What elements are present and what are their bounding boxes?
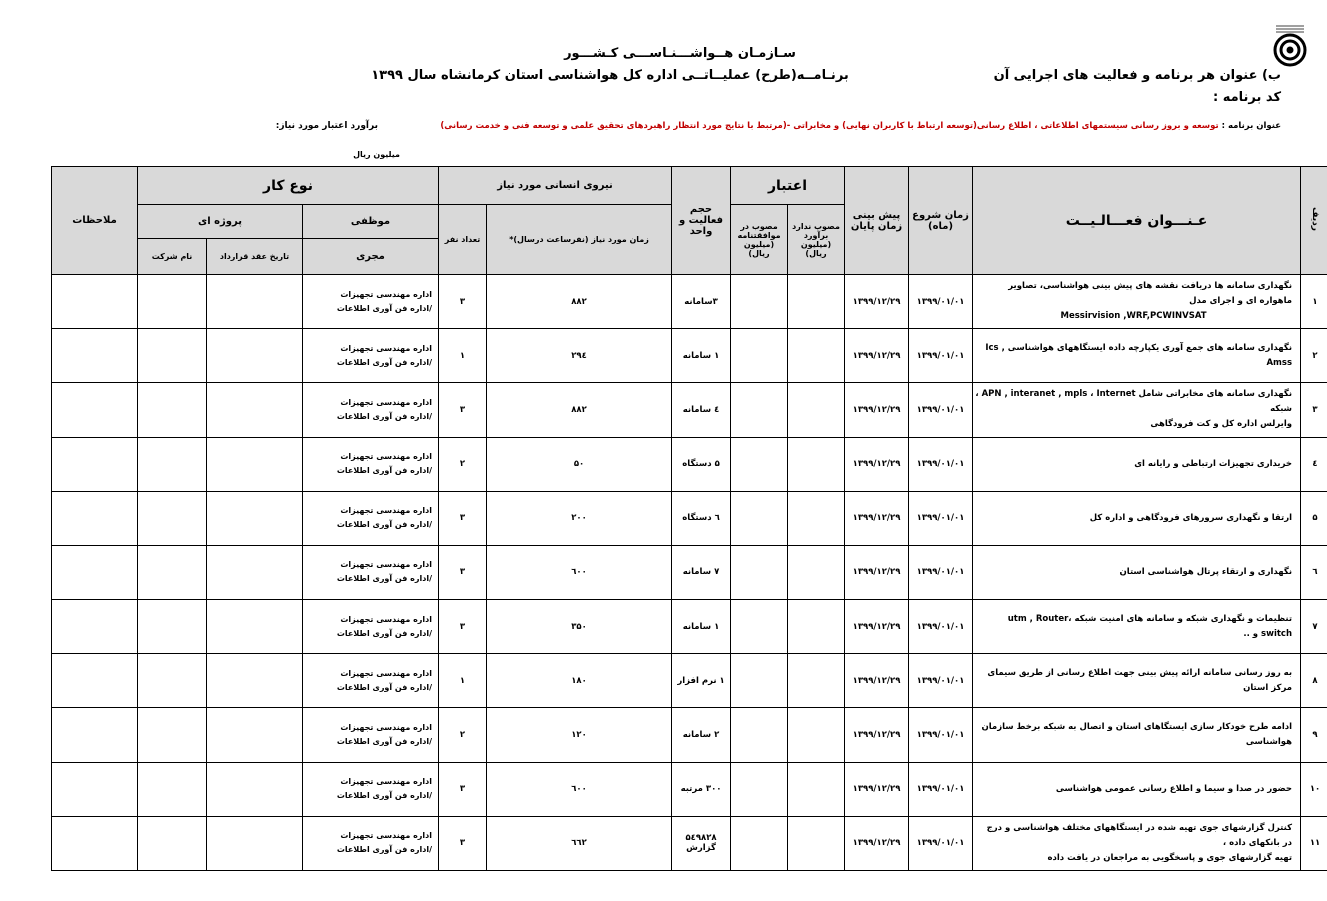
row-number: ۸ <box>1301 654 1327 708</box>
col-manpower-header: نیروی انسانی مورد نیاز <box>439 167 672 205</box>
activity-title-line1: نگهداری و ارتقاء پرتال هواشناسی استان <box>1119 566 1293 577</box>
col-volume-header: حجم فعالیت و واحد <box>672 167 731 275</box>
company-cell <box>138 491 207 545</box>
implementer-cell <box>303 383 439 437</box>
activity-title <box>973 708 1301 762</box>
end-date: ۱۳۹۹/۱۲/۲۹ <box>845 491 909 545</box>
table-row <box>52 816 1327 870</box>
credit-approved-cell <box>731 491 788 545</box>
activity-title-line1: کنترل گزارشهای جوی تهیه شده در ایستگاههای مختلف هواشناسی و درج در بانکهای داده ، <box>986 822 1293 848</box>
notes-cell <box>52 708 138 762</box>
implementer-line1: اداره مهندسی تجهیزات <box>340 777 432 787</box>
implementer-line2: /اداره فن آوری اطلاعات <box>336 303 432 313</box>
start-date: ۱۳۹۹/۰۱/۰۱ <box>909 708 973 762</box>
contract-date-cell <box>207 545 303 599</box>
volume-cell: ۲ سامانه <box>672 708 731 762</box>
end-date: ۱۳۹۹/۱۲/۲۹ <box>845 383 909 437</box>
credit-no-approval-cell <box>788 654 845 708</box>
credit-no-approval-cell <box>788 437 845 491</box>
activity-title <box>973 275 1301 329</box>
row-number: ۵ <box>1301 491 1327 545</box>
credit-approved-cell <box>731 600 788 654</box>
table-row <box>52 708 1327 762</box>
credit-approved-cell <box>731 545 788 599</box>
volume-cell: ۳سامانه <box>672 275 731 329</box>
activity-title-line1: به روز رسانی سامانه ارائه پیش بینی جهت اطلاع رسانی از طریق سیمای مرکز استان <box>987 667 1293 693</box>
organization-title: سـازمـان هــواشـــنـاســـی کـشـــور <box>564 46 796 61</box>
notes-cell <box>52 545 138 599</box>
implementer-cell <box>303 816 439 870</box>
hours-cell: ٦۰۰ <box>487 545 672 599</box>
implementer-cell <box>303 437 439 491</box>
contract-date-cell <box>207 275 303 329</box>
organization-logo <box>1270 22 1310 68</box>
start-date: ۱۳۹۹/۰۱/۰۱ <box>909 762 973 816</box>
start-date: ۱۳۹۹/۰۱/۰۱ <box>909 275 973 329</box>
end-date: ۱۳۹۹/۱۲/۲۹ <box>845 275 909 329</box>
notes-cell <box>52 275 138 329</box>
credit-no-approval-cell <box>788 762 845 816</box>
volume-cell: ۵٤۹۸۲۸ گزارش <box>672 816 731 870</box>
implementer-line2: /اداره فن آوری اطلاعات <box>336 574 432 584</box>
persons-cell: ۳ <box>439 545 487 599</box>
notes-cell <box>52 329 138 383</box>
credit-estimate-label: برآورد اعتبار مورد نیاز: <box>275 121 378 131</box>
implementer-cell <box>303 762 439 816</box>
volume-cell: ۳۰۰ مرتبه <box>672 762 731 816</box>
implementer-line2: /اداره فن آوری اطلاعات <box>336 845 432 855</box>
start-date: ۱۳۹۹/۰۱/۰۱ <box>909 600 973 654</box>
col-notes-header: ملاحظات <box>52 167 138 275</box>
notes-cell <box>52 437 138 491</box>
col-project-header: پروژه ای <box>138 205 303 239</box>
col-credit-header: اعتبار <box>731 167 845 205</box>
activities-table-body <box>52 275 1327 871</box>
table-row <box>52 275 1327 329</box>
company-cell <box>138 437 207 491</box>
activity-title <box>973 654 1301 708</box>
activity-title-line2: وایرلس اداره کل و کت فرودگاهی <box>1150 419 1293 430</box>
company-cell <box>138 762 207 816</box>
implementer-cell <box>303 275 439 329</box>
credit-approved-cell <box>731 329 788 383</box>
table-row <box>52 329 1327 383</box>
credit-approved-cell <box>731 275 788 329</box>
end-date: ۱۳۹۹/۱۲/۲۹ <box>845 816 909 870</box>
section-b-heading: ب) عنوان هر برنامه و فعالیت های اجرایی آن <box>993 68 1281 83</box>
volume-cell: ۵ دستگاه <box>672 437 731 491</box>
notes-cell <box>52 491 138 545</box>
col-contract-date-header: تاریخ عقد قرارداد <box>207 239 303 275</box>
program-title-text: توسعه و بروز رسانی سیستمهای اطلاعاتی ، اطلاع رسانی(توسعه ارتباط با کاربران نهایی) و مخابراتی -(مرتبط با نتایج مورد انتظار راهبردهای تحقیق علمی و توسعه فنی و خدمت رسانی) <box>440 121 1219 131</box>
row-number: ۷ <box>1301 600 1327 654</box>
implementer-line1: اداره مهندسی تجهیزات <box>340 452 432 462</box>
implementer-line1: اداره مهندسی تجهیزات <box>340 614 432 624</box>
activity-title-line1: خریداری تجهیزات ارتباطی و رایانه ای <box>1134 458 1293 469</box>
start-date: ۱۳۹۹/۰۱/۰۱ <box>909 329 973 383</box>
implementer-line1: اداره مهندسی تجهیزات <box>340 831 432 841</box>
implementer-cell <box>303 600 439 654</box>
contract-date-cell <box>207 708 303 762</box>
implementer-line2: /اداره فن آوری اطلاعات <box>336 736 432 746</box>
notes-cell <box>52 762 138 816</box>
col-row-header-label: ردیف <box>1310 207 1321 231</box>
volume-cell: ٤ سامانه <box>672 383 731 437</box>
activity-title <box>973 437 1301 491</box>
activity-title-line1: ارتقا و نگهداری سرورهای فرودگاهی و اداره کل <box>1089 512 1293 523</box>
activity-title-line2: Messirvision ,WRF,PCWINVSAT <box>1060 311 1207 322</box>
credit-approved-cell <box>731 437 788 491</box>
notes-cell <box>52 383 138 437</box>
end-date: ۱۳۹۹/۱۲/۲۹ <box>845 654 909 708</box>
persons-cell: ۳ <box>439 762 487 816</box>
hours-cell: ۱۸۰ <box>487 654 672 708</box>
table-row <box>52 600 1327 654</box>
credit-approved-cell <box>731 383 788 437</box>
persons-cell: ۳ <box>439 816 487 870</box>
persons-cell: ۳ <box>439 600 487 654</box>
persons-cell: ۳ <box>439 383 487 437</box>
company-cell <box>138 654 207 708</box>
start-date: ۱۳۹۹/۰۱/۰۱ <box>909 545 973 599</box>
unit-label: میلیون ریال <box>353 150 400 159</box>
start-date: ۱۳۹۹/۰۱/۰۱ <box>909 816 973 870</box>
col-hours-header: زمان مورد نیاز (نفرساعت درسال)* <box>487 205 672 275</box>
implementer-line2: /اداره فن آوری اطلاعات <box>336 466 432 476</box>
row-number: ۱ <box>1301 275 1327 329</box>
hours-cell: ۲۰۰ <box>487 491 672 545</box>
implementer-line2: /اداره فن آوری اطلاعات <box>336 791 432 801</box>
table-row <box>52 437 1327 491</box>
hours-cell: ٦٦۲ <box>487 816 672 870</box>
implementer-line1: اداره مهندسی تجهیزات <box>340 343 432 353</box>
persons-cell: ۱ <box>439 329 487 383</box>
contract-date-cell <box>207 491 303 545</box>
implementer-line1: اداره مهندسی تجهیزات <box>340 560 432 570</box>
activity-title-line1: نگهداری سامانه های جمع آوری یکپارچه داده ایستگاههای هواشناسی Ics , Amss <box>985 342 1293 368</box>
credit-no-approval-cell <box>788 383 845 437</box>
row-number: ٦ <box>1301 545 1327 599</box>
activity-title <box>973 329 1301 383</box>
company-cell <box>138 816 207 870</box>
row-number: ٤ <box>1301 437 1327 491</box>
company-cell <box>138 329 207 383</box>
implementer-line1: اداره مهندسی تجهیزات <box>340 289 432 299</box>
volume-cell: ۷ سامانه <box>672 545 731 599</box>
credit-approved-cell <box>731 654 788 708</box>
persons-cell: ۲ <box>439 437 487 491</box>
hours-cell: ۳۵۰ <box>487 600 672 654</box>
credit-no-approval-cell <box>788 491 845 545</box>
start-date: ۱۳۹۹/۰۱/۰۱ <box>909 491 973 545</box>
company-cell <box>138 275 207 329</box>
activity-title <box>973 816 1301 870</box>
activity-title <box>973 600 1301 654</box>
activity-title <box>973 545 1301 599</box>
end-date: ۱۳۹۹/۱۲/۲۹ <box>845 437 909 491</box>
end-date: ۱۳۹۹/۱۲/۲۹ <box>845 329 909 383</box>
credit-no-approval-cell <box>788 275 845 329</box>
notes-cell <box>52 654 138 708</box>
notes-cell <box>52 600 138 654</box>
col-activity-header: عـنـــوان فعـــالـیــت <box>973 167 1301 275</box>
activities-table <box>51 166 1327 871</box>
end-date: ۱۳۹۹/۱۲/۲۹ <box>845 545 909 599</box>
activity-title-line1: تنظیمات و نگهداری شبکه و سامانه های امنیت شبکه utm , Router، switch و .. <box>1007 613 1293 639</box>
implementer-cell <box>303 708 439 762</box>
company-cell <box>138 545 207 599</box>
col-duty-header: موظفی <box>303 205 439 239</box>
row-number: ۱۰ <box>1301 762 1327 816</box>
program-code-label: کد برنامه : <box>1213 90 1281 105</box>
activity-title-line1: نگهداری سامانه ها دریافت نقشه های پیش بینی هواشناسی، تصاویر ماهواره ای و اجرای مدل <box>1008 281 1293 307</box>
hours-cell: ٦۰۰ <box>487 762 672 816</box>
col-persons-header: تعداد نفر <box>439 205 487 275</box>
persons-cell: ۱ <box>439 654 487 708</box>
implementer-cell <box>303 545 439 599</box>
activity-title <box>973 383 1301 437</box>
activity-title-line2: تهیه گزارشهای جوی و پاسخگویی به مراجعان در یافت داده <box>1047 852 1293 863</box>
hours-cell: ۸۸۲ <box>487 275 672 329</box>
implementer-line2: /اداره فن آوری اطلاعات <box>336 628 432 638</box>
implementer-cell <box>303 329 439 383</box>
table-row <box>52 383 1327 437</box>
contract-date-cell <box>207 437 303 491</box>
persons-cell: ۲ <box>439 708 487 762</box>
col-company-header: نام شرکت <box>138 239 207 275</box>
company-cell <box>138 383 207 437</box>
contract-date-cell <box>207 329 303 383</box>
implementer-cell <box>303 654 439 708</box>
col-credit-approved-header: مصوب در موافقتنامه (میلیون ریال) <box>731 205 788 275</box>
implementer-line1: اداره مهندسی تجهیزات <box>340 668 432 678</box>
credit-no-approval-cell <box>788 545 845 599</box>
col-worktype-header: نوع کار <box>138 167 439 205</box>
volume-cell: ۱ سامانه <box>672 329 731 383</box>
contract-date-cell <box>207 762 303 816</box>
implementer-line1: اداره مهندسی تجهیزات <box>340 506 432 516</box>
volume-cell: ۱ سامانه <box>672 600 731 654</box>
notes-cell <box>52 816 138 870</box>
credit-no-approval-cell <box>788 329 845 383</box>
persons-cell: ۳ <box>439 275 487 329</box>
credit-approved-cell <box>731 816 788 870</box>
start-date: ۱۳۹۹/۰۱/۰۱ <box>909 383 973 437</box>
row-number: ۱۱ <box>1301 816 1327 870</box>
hours-cell: ۲۹٤ <box>487 329 672 383</box>
implementer-line1: اداره مهندسی تجهیزات <box>340 722 432 732</box>
start-date: ۱۳۹۹/۰۱/۰۱ <box>909 654 973 708</box>
end-date: ۱۳۹۹/۱۲/۲۹ <box>845 708 909 762</box>
persons-cell: ۳ <box>439 491 487 545</box>
company-cell <box>138 708 207 762</box>
hours-cell: ۱۲۰ <box>487 708 672 762</box>
end-date: ۱۳۹۹/۱۲/۲۹ <box>845 762 909 816</box>
contract-date-cell <box>207 600 303 654</box>
credit-no-approval-cell <box>788 708 845 762</box>
table-row <box>52 545 1327 599</box>
activity-title-line1: نگهداری سامانه های مخابراتی شامل APN , interanet , mpls ، Internet ، شبکه <box>975 389 1293 415</box>
hours-cell: ۸۸۲ <box>487 383 672 437</box>
credit-approved-cell <box>731 762 788 816</box>
credit-no-approval-cell <box>788 600 845 654</box>
table-row <box>52 491 1327 545</box>
implementer-line2: /اداره فن آوری اطلاعات <box>336 682 432 692</box>
plan-subtitle: برنـامــه(طرح) عمليــاتــی اداره کل هواشناسی استان کرمانشاه سال ۱۳۹۹ <box>371 68 849 83</box>
row-number: ۹ <box>1301 708 1327 762</box>
activity-title-line1: ادامه طرح خودکار سازی ایستگاهای استان و اتصال به شبکه برخط سازمان هواشناسی <box>981 721 1293 747</box>
col-row-header <box>1301 167 1327 275</box>
col-executor-header: مجری <box>303 239 439 275</box>
contract-date-cell <box>207 816 303 870</box>
volume-cell: ۱ نرم افزار <box>672 654 731 708</box>
row-number: ۲ <box>1301 329 1327 383</box>
table-row <box>52 654 1327 708</box>
program-title-line <box>440 121 1281 131</box>
table-row <box>52 762 1327 816</box>
activity-title <box>973 762 1301 816</box>
end-date: ۱۳۹۹/۱۲/۲۹ <box>845 600 909 654</box>
company-cell <box>138 600 207 654</box>
col-start-header: زمان شروع (ماه) <box>909 167 973 275</box>
implementer-cell <box>303 491 439 545</box>
activity-title <box>973 491 1301 545</box>
program-title-label: عنوان برنامه : <box>1221 121 1281 131</box>
implementer-line2: /اداره فن آوری اطلاعات <box>336 357 432 367</box>
contract-date-cell <box>207 383 303 437</box>
col-credit-no-approval-header: مصوب ندارد برآورد (میلیون ریال) <box>788 205 845 275</box>
credit-no-approval-cell <box>788 816 845 870</box>
volume-cell: ٦ دستگاه <box>672 491 731 545</box>
credit-approved-cell <box>731 708 788 762</box>
implementer-line2: /اداره فن آوری اطلاعات <box>336 411 432 421</box>
start-date: ۱۳۹۹/۰۱/۰۱ <box>909 437 973 491</box>
implementer-line2: /اداره فن آوری اطلاعات <box>336 520 432 530</box>
row-number: ۳ <box>1301 383 1327 437</box>
col-end-header: پیش بینی زمان پایان <box>845 167 909 275</box>
implementer-line1: اداره مهندسی تجهیزات <box>340 397 432 407</box>
activity-title-line1: حضور در صدا و سیما و اطلاع رسانی عمومی هواشناسی <box>1055 783 1293 794</box>
hours-cell: ۵۰ <box>487 437 672 491</box>
contract-date-cell <box>207 654 303 708</box>
